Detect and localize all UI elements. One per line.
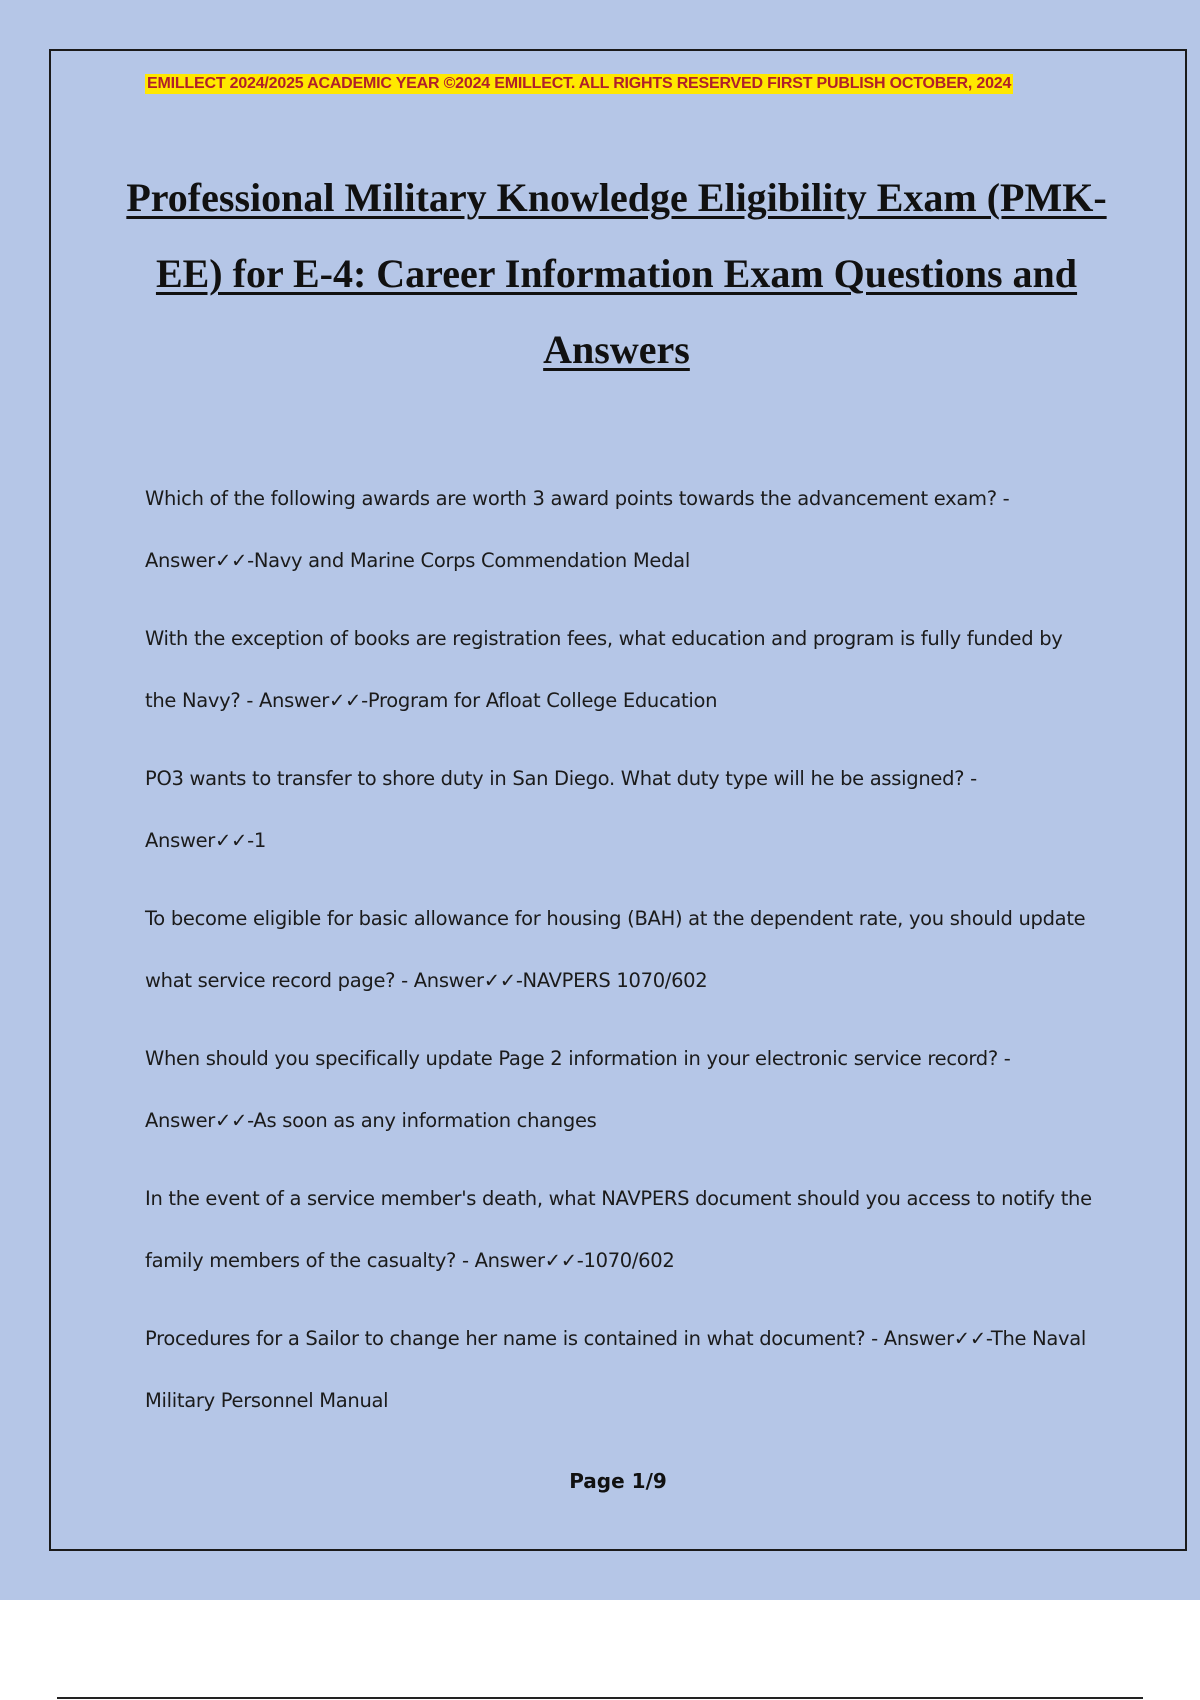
qa-item: Which of the following awards are worth 3 award points towards the advancement exam? - Answer✓✓-Navy and Marine Corps Commendation Medal <box>145 487 1010 572</box>
qa-item: PO3 wants to transfer to shore duty in San Diego. What duty type will he be assigned? - Answer✓✓-1 <box>145 767 977 852</box>
page-number: Page 1/9 <box>569 1469 667 1493</box>
copyright-banner: EMILLECT 2024/2025 ACADEMIC YEAR ©2024 EMILLECT. ALL RIGHTS RESERVED FIRST PUBLISH OCTOBER, 2024 <box>147 75 1012 92</box>
question-answer-list <box>145 468 1095 1448</box>
document-title: Professional Military Knowledge Eligibility Exam (PMK-EE) for E-4: Career Information Exam Questions and Answers <box>126 175 1107 372</box>
qa-item: When should you specifically update Page 2 information in your electronic service record? - Answer✓✓-As soon as any information changes <box>145 1047 1011 1132</box>
qa-item: In the event of a service member's death, what NAVPERS document should you access to notify the family members of the casualty? - Answer✓✓-1070/602 <box>145 1187 1092 1272</box>
divider <box>57 1697 1143 1699</box>
qa-item: With the exception of books are registration fees, what education and program is fully funded by the Navy? - Answer✓✓-Program for Afloat College Education <box>145 627 1063 712</box>
qa-item: Procedures for a Sailor to change her name is contained in what document? - Answer✓✓-The Naval Military Personnel Manual <box>145 1327 1087 1412</box>
qa-item: To become eligible for basic allowance for housing (BAH) at the dependent rate, you should update what service record page? - Answer✓✓-NAVPERS 1070/602 <box>145 907 1086 992</box>
